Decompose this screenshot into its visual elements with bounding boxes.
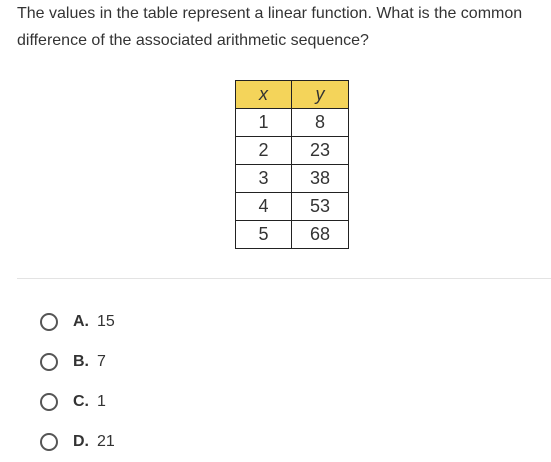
cell-x: 5: [236, 221, 292, 249]
cell-x: 3: [236, 165, 292, 193]
cell-y: 8: [292, 109, 349, 137]
choice-b[interactable]: [40, 342, 115, 382]
choice-letter: C.: [73, 393, 89, 410]
choice-d[interactable]: [40, 422, 115, 462]
table-row: [236, 221, 349, 249]
choice-letter: B.: [73, 353, 89, 370]
choice-text: 7: [97, 353, 106, 370]
table-row: [236, 109, 349, 137]
cell-y: 23: [292, 137, 349, 165]
radio-circle-icon[interactable]: [40, 313, 58, 331]
cell-x: 1: [236, 109, 292, 137]
question-line-2: difference of the associated arithmetic sequence?: [17, 32, 369, 49]
table-header-row: [236, 81, 349, 109]
choice-text: 21: [97, 433, 115, 450]
table-row: [236, 165, 349, 193]
choice-letter: D.: [73, 433, 89, 450]
radio-circle-icon[interactable]: [40, 353, 58, 371]
question-text: [17, 0, 542, 54]
choice-a[interactable]: [40, 302, 115, 342]
question-line-1: The values in the table represent a linear function. What is the common: [17, 5, 523, 22]
divider: [17, 278, 551, 279]
header-y: y: [292, 81, 349, 109]
choice-text: 15: [97, 313, 115, 330]
choice-letter: A.: [73, 313, 89, 330]
values-table: [235, 80, 349, 249]
table-row: [236, 193, 349, 221]
cell-y: 68: [292, 221, 349, 249]
answer-choices: [40, 302, 115, 462]
cell-x: 2: [236, 137, 292, 165]
choice-c[interactable]: [40, 382, 115, 422]
radio-circle-icon[interactable]: [40, 433, 58, 451]
table-row: [236, 137, 349, 165]
cell-y: 38: [292, 165, 349, 193]
cell-y: 53: [292, 193, 349, 221]
header-x: x: [236, 81, 292, 109]
radio-circle-icon[interactable]: [40, 393, 58, 411]
cell-x: 4: [236, 193, 292, 221]
choice-text: 1: [97, 393, 106, 410]
